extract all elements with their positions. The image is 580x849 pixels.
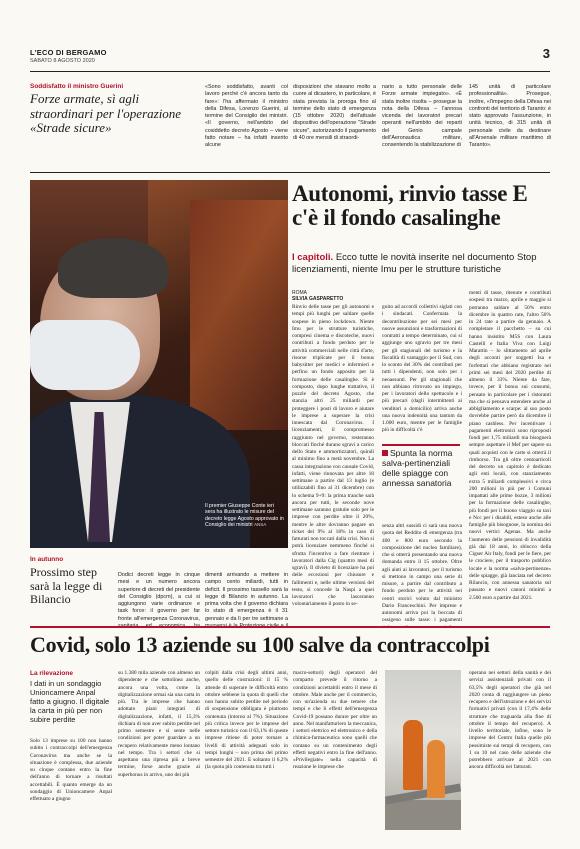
- side-box: [382, 444, 460, 488]
- covid-story-col-5: operano nei settori della sanità e dei servizi assistenziali privati con il 63,5% degli operatori che già nel 2020 conta di raggiungere un pieno recupero e dell'istruzione e dei servizi formativi privati (con il 17,4% delle strutture che traguarda alla fine di ottobre il tempo del recupero). A livello territoriale, infine, sono le imprese del Centro Italia quelle più pessimiste sui tempi di recupero, con 1 su 10 nel caso delle aziende che potrebbero arrivare al 2021 con ancora difficoltà nei fatturati.: [469, 670, 551, 771]
- covid-story-col-3: colpiti dalla crisi degli ultimi anni, quello delle costruzioni: il 15 % attende di superare le difficoltà entro ottobre sebbene la quota di quelli che non hanno subito perdite nel periodo di sospensione obbligata è piuttosto contenuta (intorno al 7%). Situazione più critica invece per le imprese del settore turistico con il 63,1% di queste imprese ritiene di poter tornare a livelli di attività adeguati solo in tempi lunghi – non prima del primo semestre del 2021. E soltanto il 6,2% (la quota più contenuta tra tutti i: [205, 670, 288, 771]
- photo-credit: ANSA: [254, 522, 267, 528]
- conte-photo: [30, 180, 288, 548]
- header-rule: [30, 71, 550, 72]
- covid-story-col-2: su 1.380 mila aziende con almeno un dipendente e che sottolinea anche, ancora una volta, come la digitalizzazione ormai sia una carta in più. Tra le imprese che hanno adottato piani integrati di digitalizzazione, infatti, il 15,3% dichiara di non aver subito perdite nel primo semestre e si sente nelle condizioni per poter guardare a un recupero relativamente meno lontano nel tempo. Tra i settori che si aspettano una ripresa più a breve termine, forse anche grazie ai superbonus in arrivo, uno dei più: [118, 670, 200, 778]
- main-story-deck-kicker: I capitoli.: [292, 252, 334, 263]
- top-story-col-3: nario a tutto personale delle Forze armate impiegato». «È stata inoltre risolta – prosegue la nota della Difesa – l'annosa vicenda dei lavoratori precari operanti nell'ambito dei reparti del Genio campale dell'Aeronautica militare, consentendo la stabilizzazione di: [382, 84, 462, 148]
- issue-date: SABATO 8 AGOSTO 2020: [30, 58, 95, 64]
- factory-workers-photo: [385, 670, 461, 830]
- newspaper-name: L'ECO DI BERGAMO: [30, 48, 107, 57]
- photo-caption: [205, 503, 285, 529]
- top-story-col-4: 145 unità di particolare professionalità». Prosegue, inoltre, «l'impegno della Difesa nei confronti del territorio di Taranto: è stato approvato l'assunzione, in unità tecnico, di 315 unità di personale civile da destinare all'Arsenale militare marittimo di Taranto».: [469, 84, 551, 148]
- prossimo-step-title: Prossimo step sarà la legge di Bilancio: [30, 565, 103, 606]
- dateline: ROMA: [292, 290, 307, 296]
- author: SILVIA GASPARETTO: [292, 296, 344, 302]
- top-story-col-1: «Sono soddisfatto, avanti col lavoro perché c'è ancora tanto da fare»: l'ha affermato il ministro della Difesa, Lorenzo Guerini, al termine del Consiglio dei ministri. «Il governo, nell'ambito del cosiddetto decreto Agosto – viene fatto notare – ha infatti inserito alcune: [205, 84, 288, 148]
- covid-story-deck: I dati in un sondaggio Unioncamere Anpal fatto a giugno. Il digitale la carta in più per non subire perdite: [30, 679, 110, 724]
- main-story-col-2: guito ad accordi collettivi siglati con i sindacati. Confermata la decontribuzione per sei mesi per nuove assunzioni e trasformazioni di contratti a tempo determinato, cui si aggiunge uno sgravio per tre mesi per gli stagionali del turismo e la fiscalità di vantaggio per il Sud, con lo sconto del 30% dei contributi per tutti i dipendenti, non solo per i neoassunti. Per gli stagionali che non abbiano ritrovato un impiego, per i lavoratori dello spettacolo e i più precari (dagli intermittenti ai venditori a domicilio) arriva anche una nuova indennità una tantum da 1.000 euro, mentre per le famiglie più in difficoltà c'è: [382, 304, 462, 434]
- prossimo-step-col-2: dimenti arrivando a mettere in campo cento miliardi, tutti in deficit. Il prossimo tassello sarà la legge di Bilancio in autunno. La prima volta che il governo dichiara lo stato di emergenza è il 31 gennaio e da lì per tre settimane a: [205, 572, 288, 622]
- covid-story-title: Covid, solo 13 aziende su 100 salve da contraccolpi: [30, 632, 490, 657]
- main-story-deck: [292, 252, 554, 275]
- covid-story-col-1: Solo 13 imprese su 100 non hanno subito i contraccolpi dell'emergenza Coronavirus ma anche se la situazione è complessa, due aziende su cinque contano entro la fine dell'anno di tornare a risultati accettabili. È quanto emerge da un sondaggio di Unioncamere Anpal effettuato a giugno: [30, 738, 112, 802]
- top-story-kicker: Soddisfatto il ministro Guerini: [30, 83, 124, 90]
- prossimo-step-kicker: In autunno: [30, 556, 64, 563]
- covid-red-rule: [30, 626, 550, 628]
- page-number: 3: [542, 46, 550, 61]
- top-story-col-2: disposizioni che stavano molto a cuore al dicastero, in particolare, è stata prevista la proroga fino al termine dello stato di emergenza (15 ottobre 2020) dell'attuale dispositivo dell'operazione "Strade sicure", autorizzando il pagamento di 40 ore mensili di straordi-: [293, 84, 376, 141]
- main-story-col-3: menti di tasse, ritenute e contributi sospesi tra marzo, aprile e maggio si potranno saldare al 50% entro dicembre in quattro rate, l'altro 50% in 24 rate a partire da gennaio. A completare il pacchetto – su cui hanno insistito M5S con Laura Castelli e Italia Viva con Luigi Marattin – lo slittamento ad aprile degli acconti per soggetti Isa e forfettari che abbiano registrato nei primi sei mesi del 2020 perdite di almeno il 33%. Niente da fare, invece, per il bonus sui consumi, pensato in particolare per i ristoranti ma che si pensava estendere anche al abbigliamento e scarpe: al suo posto dovrebbe partire però da dicembre il piano cashless. Per incentivare i pagamenti elettronici sono riproposti fondi per 1,75 miliardi ma bisognerà sempre aspettare il Mef per sapere su quali acquisti con le carte si otterrà il rimborso. Tra gli oltre centoarticoli del decreto un capitolo è dedicato agli enti locali, con stanziamento extra 5 miliardi complessivi e circa 200 milioni in più per i Comuni impattati alle prime bozze, 3 milioni per la formazione delle casalinghe, più fondi per il buono viaggio su taxi e Ncc per i disabili, esteso anche alle famiglie più bisognose, la nomina dei nuovi vertici Agenas. Ma anche l'aumento delle pensioni di invalidità già dai 18 anni, lo sblocco della Cigser Air Italy, fondi per le fiere, per le crociere, per il trasporto pubblico locale e la norma «salva-pertinenze» delle spiagge, già lanciata nel decreto Rilancio, con annessa sanatoria sul passato e nuovi canoni minimi a 2.500 euro a partire dal 2021.: [469, 290, 551, 601]
- covid-story-kicker: La rilevazione: [30, 670, 73, 677]
- prossimo-step-heading: [30, 556, 110, 607]
- top-story-title: Forze armate, sì agli straordinari per l'operazione «Strade sicure»: [30, 91, 182, 135]
- main-story-col-1: Rinvio delle tasse per gli autonomi e tempi più lunghi per saldare quelle sospese in pieno lockdown. Niente Imu per le strutture turistiche, compresi cinema e discoteche, nuovi contributi a fondo perduto per le attività commerciali nelle città d'arte, risorse triplicate per il bonus babysitter per medici e infermieri e perfino un fondo apposito per la formazione delle casalinghe. Si è composto, dopo lunghe trattative, il puzzle del decreto Agosto, che stanzia altri 25 miliardi per proteggere i posti di lavoro e aiutare le imprese a superare la crisi innescata dal Coronavirus. I licenziamenti, il compromesso raggiunto nel governo, resteranno bloccati finché durano sgravi a carico dello Stato e ammortizzatori, quindi al minimo fino a metà novembre. La cassa integrazione con causale Covid, infatti, viene rinnovata per altre 18 settimane a partire dal 13 luglio (e utilizzabili fino al 31 dicembre) con lo schema 9+9: la prima tranche sarà ancora per tutti, le seconde nove settimane saranno gratuite solo per le imprese con perdite oltre il 20%, mentre le altre dovranno pagare un ticket del 9% al 18% in caso di fatturati non toccati dalla crisi. Non si potrà licenziare nemmeno finché si sfrutta l'incentivo a fare rientrare i lavoratori dalla Cig (quattro mesi di sgravi). Il divieto di licenziare ha poi delle eccezioni per chiusure e fallimenti e, nelle ultime versioni del testo, si concede la Naspi a quei lavoratori che lasceranno volontariamente il posto in se-: [292, 304, 374, 608]
- covid-story-col-4: macro-settori) degli operatori del comparto prevede il ritorno a condizioni accettabili entro il mese di ottobre. Male anche per il commercio, con un'azienda su due temere che tempi e che li effetti dell'emergenza Covid-19 possano durare per oltre un anno. Nel manifatturiero la meccanica, i settori elettrico ed elettronico e della chimica-farmaceutica sono quelli che contano su un contenimento degli effetti negativi entro la fine dell'anno. «Privilegiate» nella capacità di reazione le imprese che: [293, 670, 377, 771]
- main-story-deck-text: Ecco tutte le novità inserite nel documento Stop licenziamenti, niente Imu per le strutture turistiche: [292, 252, 537, 275]
- side-box-text: Spunta la norma salva-pertinenziali delle spiagge con annessa sanatoria: [382, 447, 453, 488]
- covid-story-heading: [30, 670, 110, 724]
- section-rule: [30, 172, 550, 173]
- prossimo-step-col-1: Dodici decreti legge in cinque mesi e un numero ancora superiore di decreti del presidente del Consiglio (dpcm), a cui si aggiungono varie ordinanze e task force: il governo per far fronte all'emergenza Coronavirus,: [118, 572, 200, 622]
- byline: [292, 290, 343, 302]
- main-story-title: Autonomi, rinvio tasse E c'è il fondo casalinghe: [292, 181, 528, 230]
- top-story-heading: [30, 83, 190, 136]
- main-story-col-2b: senza altri sussidi ci sarà una nuova quota del Reddito di emergenza (tra 400 e 800 euro secondo la composizione del nucleo familiare), che si otterrà presentando una nuova domanda entro il 15 ottobre. Oltre agli aiuti ai lavoratori, per il turismo si mettono in campo una serie di misure, a partire dal contributo a fondo perduto per le attività nei centri storici voluto dal ministro Dario Franceschini. Per imprese e autonomi arriva poi la boccata di ossigeno sulle tasse: i pagamenti: [382, 523, 462, 624]
- photo-caption-text: Il premier Giuseppe Conte ieri sera ha illustrato le misure del decreto legge Agosto approvato in Consiglio dei ministri: [205, 503, 284, 529]
- page-header: [30, 48, 550, 64]
